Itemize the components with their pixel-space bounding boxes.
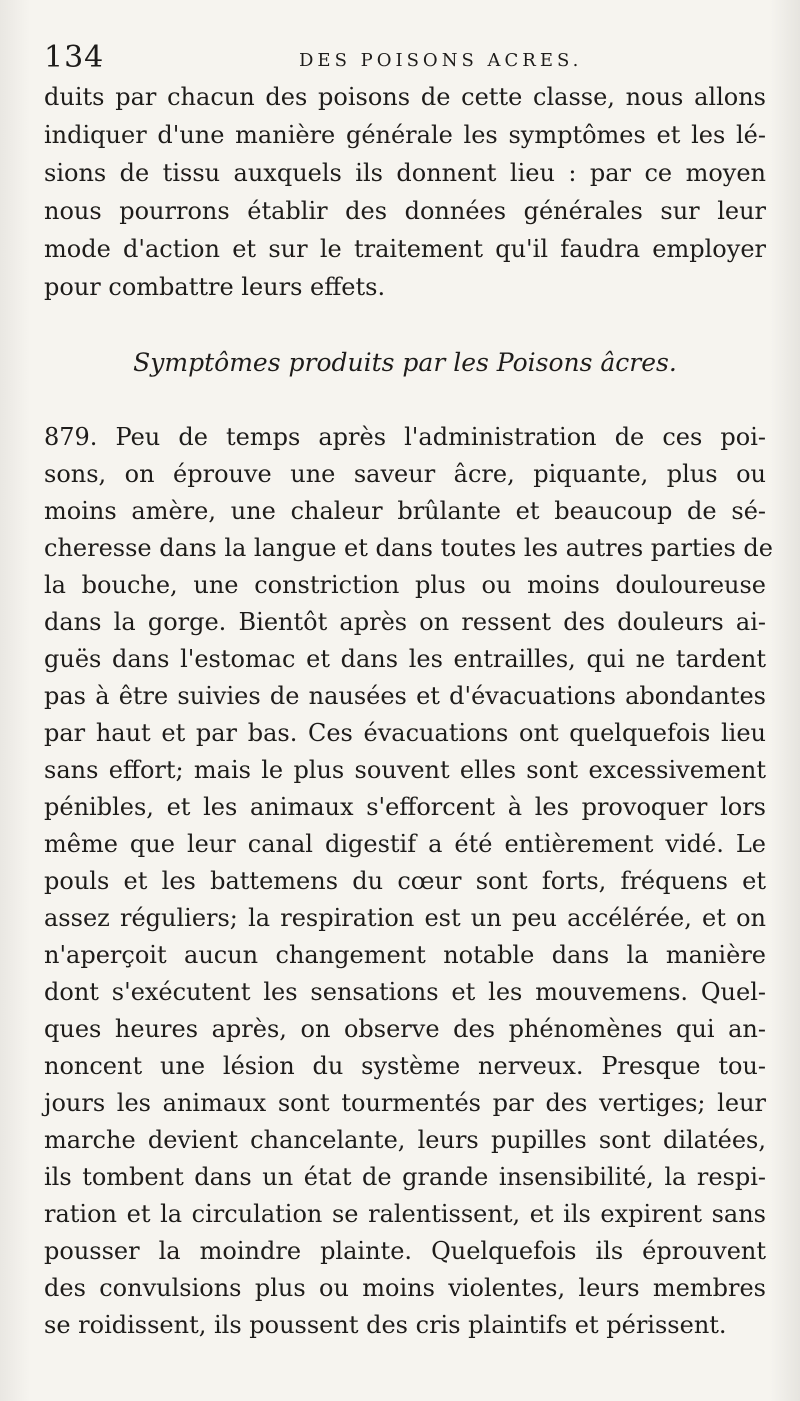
paragraph-line: la bouche, une constriction plus ou moins douloureuse xyxy=(44,571,766,599)
running-title: DES POISONS ACRES. xyxy=(299,50,583,71)
paragraph-line: se roidissent, ils poussent des cris plaintifs et périssent. xyxy=(44,1311,727,1339)
paragraph-line: dans la gorge. Bientôt après on ressent des douleurs ai- xyxy=(44,608,766,636)
paragraph-line: pouls et les battemens du cœur sont forts, fréquens et xyxy=(44,867,766,895)
paragraph-line: pénibles, et les animaux s'efforcent à les provoquer lors xyxy=(44,793,766,821)
paragraph-line: moins amère, une chaleur brûlante et beaucoup de sé- xyxy=(44,497,766,525)
paragraph-line: ils tombent dans un état de grande insensibilité, la respi- xyxy=(44,1163,766,1191)
paragraph-line: sons, on éprouve une saveur âcre, piquante, plus ou xyxy=(44,460,766,488)
paragraph-line: guës dans l'estomac et dans les entrailles, qui ne tardent xyxy=(44,645,766,673)
paragraph-line: jours les animaux sont tourmentés par des vertiges; leur xyxy=(44,1089,766,1117)
intro-line: nous pourrons établir des données générales sur leur xyxy=(44,197,766,225)
page-number: 134 xyxy=(44,40,105,75)
paragraph-line: dont s'exécutent les sensations et les mouvemens. Quel- xyxy=(44,978,766,1006)
paragraph-line: 879. Peu de temps après l'administration de ces poi- xyxy=(44,423,766,451)
intro-line: sions de tissu auxquels ils donnent lieu : par ce moyen xyxy=(44,159,766,187)
page-header xyxy=(44,36,764,76)
paragraph-line: marche devient chancelante, leurs pupilles sont dilatées, xyxy=(44,1126,766,1154)
paragraph-line: ques heures après, on observe des phénomènes qui an- xyxy=(44,1015,766,1043)
intro-line: pour combattre leurs effets. xyxy=(44,273,386,301)
intro-line: mode d'action et sur le traitement qu'il faudra employer xyxy=(44,235,766,263)
paragraph-line: sans effort; mais le plus souvent elles sont excessivement xyxy=(44,756,766,784)
paragraph-line: ration et la circulation se ralentissent, et ils expirent sans xyxy=(44,1200,766,1228)
paragraph-line: n'aperçoit aucun changement notable dans la manière xyxy=(44,941,766,969)
paragraph-line: même que leur canal digestif a été entièrement vidé. Le xyxy=(44,830,766,858)
section-title: Symptômes produits par les Poisons âcres. xyxy=(133,348,677,377)
paragraph-line: noncent une lésion du système nerveux. Presque tou- xyxy=(44,1052,766,1080)
paragraph-line: pas à être suivies de nausées et d'évacuations abondantes xyxy=(44,682,766,710)
intro-line: indiquer d'une manière générale les symptômes et les lé- xyxy=(44,121,766,149)
paragraph-line: par haut et par bas. Ces évacuations ont quelquefois lieu xyxy=(44,719,766,747)
intro-line: duits par chacun des poisons de cette classe, nous allons xyxy=(44,83,766,111)
paragraph-line: des convulsions plus ou moins violentes, leurs membres xyxy=(44,1274,766,1302)
paragraph-line: cheresse dans la langue et dans toutes les autres parties de xyxy=(44,534,773,562)
paragraph-line: pousser la moindre plainte. Quelquefois ils éprouvent xyxy=(44,1237,766,1265)
paragraph-line: assez réguliers; la respiration est un peu accélérée, et on xyxy=(44,904,766,932)
